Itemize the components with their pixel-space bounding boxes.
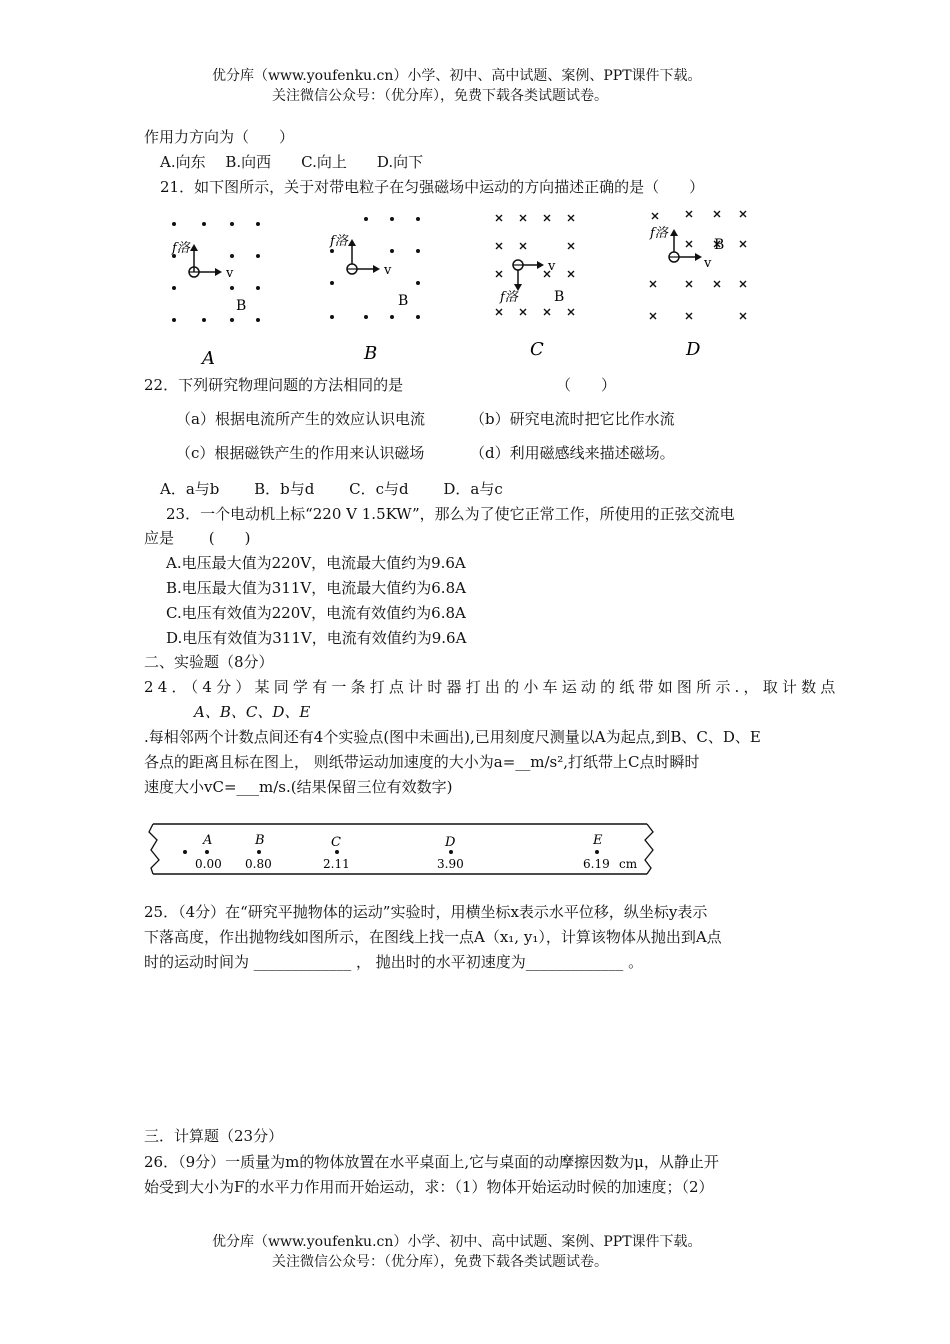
svg-text:B: B [255, 833, 265, 848]
svg-text:0.00: 0.00 [195, 857, 222, 871]
field-label: B [236, 298, 247, 314]
q20-tail: 作用力方向为（ ） [144, 128, 295, 146]
svg-text:E: E [593, 833, 603, 848]
q22-stem: 22．下列研究物理问题的方法相同的是 [144, 376, 404, 394]
header-line-2: 关注微信公众号：（优分库），免费下载各类试题试卷。 [272, 88, 608, 104]
q22-item-c: （c）根据磁铁产生的作用来认识磁场 [176, 444, 425, 462]
q24-line-5: 速度大小vC=___m/s.(结果保留三位有效数字) [144, 778, 453, 796]
q23-stem-1: 23．一个电动机上标“220 V 1.5KW”，那么为了使它正常工作，所使用的正弦交流电 [166, 505, 735, 523]
q22-item-d: （d）利用磁感线来描述磁场。 [470, 444, 675, 462]
paper-tape-figure [147, 820, 657, 878]
velocity-label: v [226, 266, 234, 281]
q22-options: A．a与b B．b与d C．c与d D．a与c [160, 480, 503, 498]
q25-line-1: 25．（4分）在“研究平抛物体的运动”实验时，用横坐标x表示水平位移，纵坐标y表示 [144, 903, 708, 921]
panel-letter: B [364, 343, 378, 364]
svg-text:2.11: 2.11 [323, 857, 350, 871]
panel-letter: D [686, 339, 701, 360]
footer-line-2: 关注微信公众号：（优分库），免费下载各类试题试卷。 [272, 1254, 608, 1270]
q24-line-2: A、B、C、D、E [194, 703, 311, 721]
field-label: B [554, 289, 565, 305]
q23-stem-2: 应是 ( ) [144, 529, 251, 547]
field-label: B [398, 293, 409, 309]
tape-points [195, 833, 610, 871]
q26-line-2: 始受到大小为F的水平力作用而开始运动，求：（1）物体开始运动时候的加速度；（2） [144, 1178, 714, 1196]
svg-text:3.90: 3.90 [437, 857, 464, 871]
q21-panel-c [486, 205, 606, 365]
q22-item-b: （b）研究电流时把它比作水流 [470, 410, 675, 428]
tape-unit: cm [619, 857, 638, 871]
velocity-label: v [384, 263, 392, 278]
panel-letter: A [202, 348, 215, 369]
q26-line-1: 26．（9分）一质量为m的物体放置在水平桌面上,它与桌面的动摩擦因数为μ，从静止开 [144, 1153, 719, 1171]
q24-line-4: 各点的距离且标在图上， 则纸带运动加速度的大小为a=__m/s²,打纸带上C点时瞬时 [144, 753, 700, 771]
footer-line-1: 优分库（www.youfenku.cn）小学、初中、高中试题、案例、PPT课件下载。 [212, 1234, 702, 1250]
svg-text:A: A [203, 833, 213, 848]
q21-panel-b [320, 205, 440, 365]
tape-point-c [323, 835, 350, 871]
tape-point-b [245, 833, 272, 871]
tape-point-a [195, 833, 222, 871]
q21-stem: 21．如下图所示，关于对带电粒子在匀强磁场中运动的方向描述正确的是（ ） [160, 178, 705, 196]
tape-point-e [583, 833, 610, 871]
velocity-label: v [548, 259, 556, 274]
force-label: f洛 [650, 226, 668, 241]
q23-option-b: B.电压最大值为311V，电流最大值约为6.8A [166, 579, 466, 597]
q23-option-d: D.电压有效值为311V，电流有效值约为9.6A [166, 629, 467, 647]
q20-options: A.向东 B.向西 C.向上 D.向下 [160, 153, 424, 171]
force-label: f洛 [172, 241, 190, 256]
q23-option-c: C.电压有效值为220V，电流有效值约为6.8A [166, 604, 466, 622]
field-label: B [714, 237, 725, 253]
svg-text:D: D [445, 835, 456, 850]
svg-text:C: C [331, 835, 341, 850]
svg-text:6.19: 6.19 [583, 857, 610, 871]
q25-line-3: 时的运动时间为 _____________ ， 抛出时的水平初速度为_____________ 。 [144, 953, 644, 971]
svg-text:0.80: 0.80 [245, 857, 272, 871]
force-label: f洛 [500, 290, 518, 305]
q23-option-a: A.电压最大值为220V，电流最大值约为9.6A [166, 554, 466, 572]
panel-letter: C [530, 339, 544, 360]
q24-line-1: 24．（4分）某同学有一条打点计时器打出的小车运动的纸带如图所示.，取计数点 [144, 678, 840, 696]
section-3-title: 三．计算题（23分） [144, 1127, 284, 1145]
q21-panel-d [640, 205, 760, 365]
q25-line-2: 下落高度，作出抛物线如图所示，在图线上找一点A（x₁, y₁），计算该物体从抛出到A点 [144, 928, 722, 946]
section-2-title: 二、实验题（8分） [144, 653, 274, 671]
force-label: f洛 [330, 234, 348, 249]
velocity-label: v [704, 256, 712, 271]
q22-paren: （ ） [556, 376, 617, 394]
q24-line-3: .每相邻两个计数点间还有4个实验点(图中未画出),已用刻度尺测量以A为起点,到B、C、D、E [144, 728, 761, 746]
tape-point-d [437, 835, 464, 871]
q21-panel-a [160, 210, 280, 370]
q22-item-a: （a）根据电流所产生的效应认识电流 [176, 410, 425, 428]
header-line-1: 优分库（www.youfenku.cn）小学、初中、高中试题、案例、PPT课件下载。 [212, 68, 702, 84]
